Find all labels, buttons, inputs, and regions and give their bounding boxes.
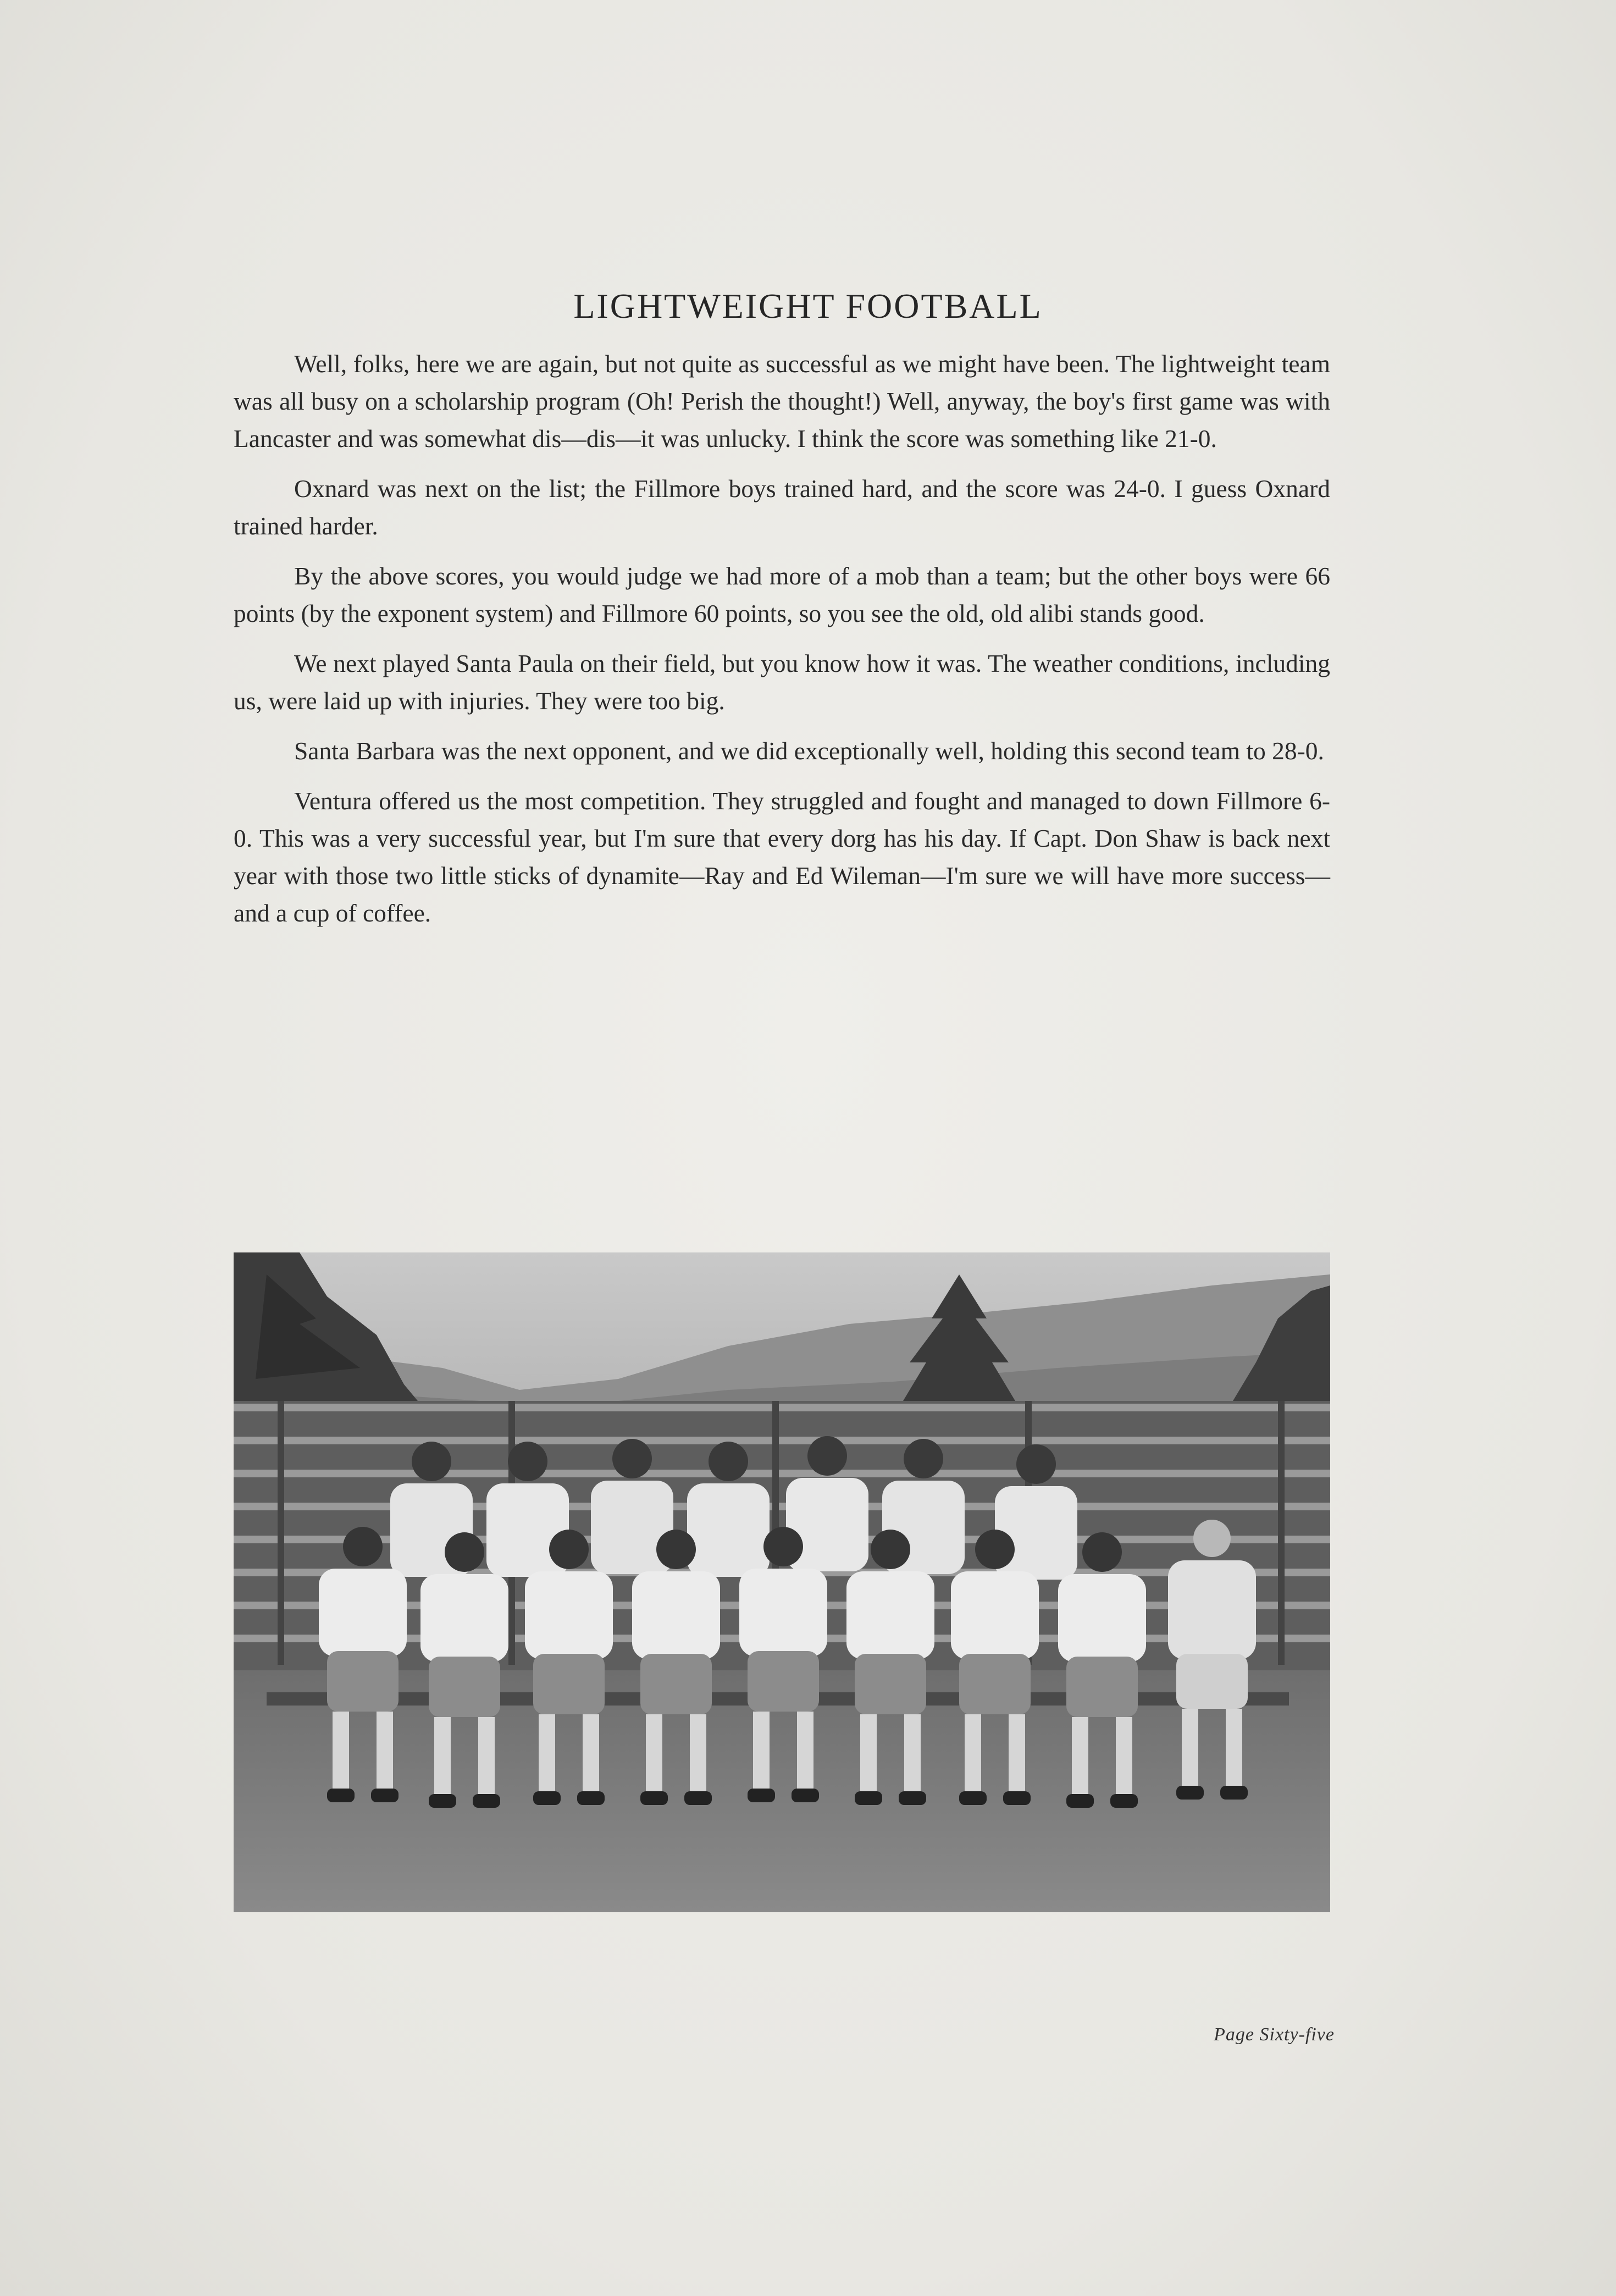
paragraph-6: Ventura offered us the most competition. They struggled and fought and managed to down Fillmore 6-0. This was a very successful year, but I'm sure that every dorg has his day. If Capt. Don Shaw is back next year with those two little sticks of dynamite—Ray and Ed Wileman—I'm sure we will have more success—and a cup of coffee. [234, 787, 1330, 927]
paragraph-2: Oxnard was next on the list; the Fillmore boys trained hard, and the score was 24-0. I guess Oxnard trained harder. [234, 474, 1330, 540]
paragraph-1: Well, folks, here we are again, but not quite as successful as we might have been. The lightweight team was all busy on a scholarship program (Oh! Perish the thought!) Well, anyway, the boy's first game was with Lancaster and was somewhat dis—dis—it was unlucky. I think the score was something like 21-0. [234, 350, 1330, 452]
paragraph-4: We next played Santa Paula on their field, but you know how it was. The weather conditions, including us, were laid up with injuries. They were too big. [234, 649, 1330, 715]
page-number: Page Sixty-five [1214, 2024, 1335, 2045]
paragraph-3: By the above scores, you would judge we had more of a mob than a team; but the other boys were 66 points (by the exponent system) and Fillmore 60 points, so you see the old, old alibi stands good. [234, 562, 1330, 627]
page-title: LIGHTWEIGHT FOOTBALL [573, 286, 1043, 325]
article-body [234, 345, 1330, 945]
team-photo [234, 1252, 1330, 1912]
paragraph-5: Santa Barbara was the next opponent, and we did exceptionally well, holding this second team to 28-0. [294, 737, 1324, 765]
team-photo-illustration [234, 1252, 1330, 1912]
